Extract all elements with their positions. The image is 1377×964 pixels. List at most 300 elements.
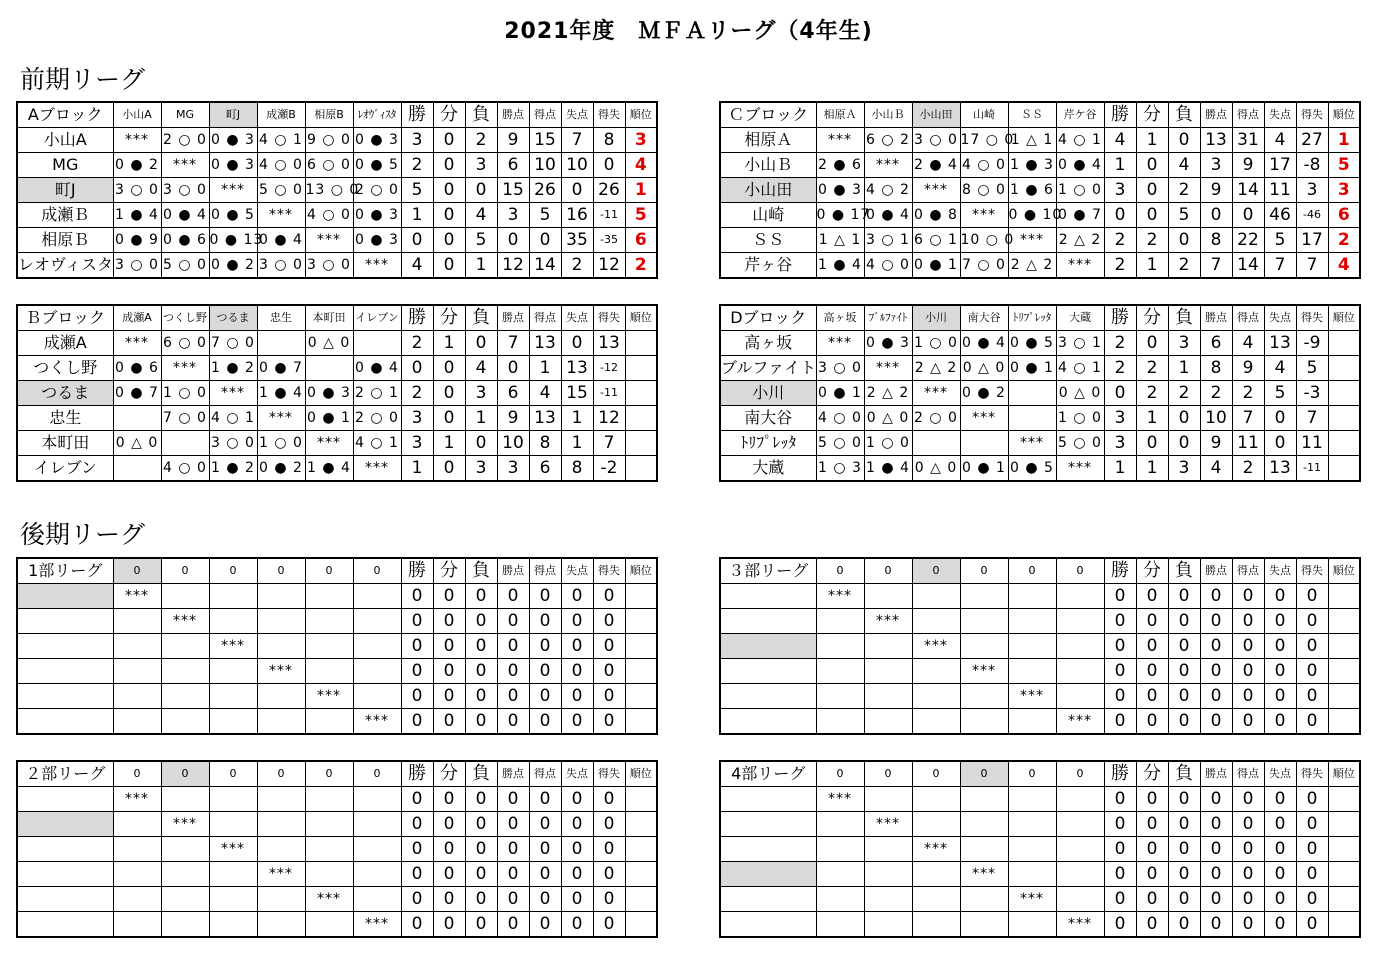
team-name: 本町田 <box>17 431 113 456</box>
stat-value: 1 <box>1136 406 1168 431</box>
stat-value: 35 <box>561 228 593 253</box>
stat-value: 0 <box>1104 887 1136 912</box>
match-result: *** <box>864 153 912 178</box>
opponent-header: 相原Ａ <box>816 102 864 128</box>
match-result: 4 ○ 0 <box>161 456 209 482</box>
match-result: 0 ● 3 <box>209 128 257 153</box>
stat-value: 1 <box>401 456 433 482</box>
stat-value: 0 <box>1200 634 1232 659</box>
stat-value: 2 <box>1232 456 1264 482</box>
match-result: 4 ○ 2 <box>864 178 912 203</box>
stat-value: 13 <box>561 356 593 381</box>
stat-value: 0 <box>1136 634 1168 659</box>
match-result <box>1008 634 1056 659</box>
match-result <box>816 684 864 709</box>
match-result: 3 ○ 0 <box>161 178 209 203</box>
stat-value: 0 <box>401 659 433 684</box>
stat-value: 14 <box>1232 253 1264 279</box>
stat-header: 勝 <box>1104 761 1136 787</box>
match-result: 0 ● 4 <box>353 356 401 381</box>
stat-value: 0 <box>1136 862 1168 887</box>
match-result: 0 ● 8 <box>912 203 960 228</box>
match-result <box>864 862 912 887</box>
stat-value: 0 <box>497 684 529 709</box>
opponent-header: 相原B <box>305 102 353 128</box>
table-row <box>17 381 657 406</box>
match-result <box>209 787 257 812</box>
match-result: 2 ● 4 <box>912 153 960 178</box>
match-result <box>1008 709 1056 735</box>
match-result: *** <box>305 431 353 456</box>
match-result: 0 △ 0 <box>960 356 1008 381</box>
team-name <box>17 634 113 659</box>
stat-header: 得失 <box>1296 558 1328 584</box>
stat-value: 0 <box>465 684 497 709</box>
stat-value: 0 <box>529 812 561 837</box>
match-result: 0 ● 1 <box>816 381 864 406</box>
stat-value: 0 <box>1104 862 1136 887</box>
stat-header: 順位 <box>1328 102 1360 128</box>
stat-value: 0 <box>1264 709 1296 735</box>
stat-value: 0 <box>1104 787 1136 812</box>
stat-value: 13 <box>529 331 561 356</box>
team-name: 芹ヶ谷 <box>720 253 816 279</box>
stat-value: 0 <box>1200 862 1232 887</box>
stat-value: 0 <box>465 709 497 735</box>
match-result <box>161 659 209 684</box>
stat-value: 1 <box>433 431 465 456</box>
match-result: 0 ● 2 <box>257 456 305 482</box>
stat-value: 0 <box>1264 584 1296 609</box>
match-result: 9 ○ 0 <box>305 128 353 153</box>
team-name: 忠生 <box>17 406 113 431</box>
team-name <box>720 837 816 862</box>
rank-value <box>1328 609 1360 634</box>
match-result <box>1056 887 1104 912</box>
stat-value: 0 <box>1136 331 1168 356</box>
stat-value: 17 <box>1296 228 1328 253</box>
stat-value: 0 <box>497 709 529 735</box>
table-row <box>17 787 657 812</box>
stat-header: 勝点 <box>497 305 529 331</box>
stat-value: 0 <box>1104 634 1136 659</box>
match-result: 0 ● 4 <box>960 331 1008 356</box>
rank-value <box>625 812 657 837</box>
stat-header: 得点 <box>529 305 561 331</box>
stat-value: 0 <box>1168 431 1200 456</box>
match-result: 0 ● 3 <box>353 203 401 228</box>
stat-value: 0 <box>1296 837 1328 862</box>
stat-header: 勝 <box>1104 558 1136 584</box>
match-result: 0 ● 1 <box>912 253 960 279</box>
stat-value: 0 <box>433 837 465 862</box>
opponent-header: 0 <box>257 558 305 584</box>
rank-value <box>625 456 657 482</box>
stat-header: 勝 <box>1104 102 1136 128</box>
stat-header: 分 <box>1136 761 1168 787</box>
stat-value: 0 <box>1104 659 1136 684</box>
match-result <box>1008 659 1056 684</box>
match-result <box>113 912 161 938</box>
stat-header: 分 <box>1136 102 1168 128</box>
stat-value: 0 <box>529 862 561 887</box>
page-title: 2021年度 ＭＦＡリーグ（4年生) <box>504 19 873 44</box>
match-result <box>1008 862 1056 887</box>
match-result <box>816 709 864 735</box>
stat-value: 0 <box>1200 887 1232 912</box>
stat-value: 0 <box>593 709 625 735</box>
rank-value <box>1328 381 1360 406</box>
match-result <box>1056 812 1104 837</box>
stat-value: 13 <box>1200 128 1232 153</box>
stat-header: 勝点 <box>497 558 529 584</box>
table-row <box>720 203 1360 228</box>
block-label: Dブロック <box>720 305 816 331</box>
stat-value: 0 <box>497 659 529 684</box>
stat-header: 失点 <box>561 305 593 331</box>
stat-value: 0 <box>1232 709 1264 735</box>
match-result: *** <box>209 381 257 406</box>
match-result <box>816 659 864 684</box>
match-result <box>960 812 1008 837</box>
match-result <box>305 659 353 684</box>
team-name: レオヴィスタ <box>17 253 113 279</box>
table-row <box>720 659 1360 684</box>
rank-value: 4 <box>625 153 657 178</box>
match-result: 17 ○ 0 <box>960 128 1008 153</box>
opponent-header: 0 <box>1056 558 1104 584</box>
match-result: 0 ● 4 <box>1056 153 1104 178</box>
match-result: *** <box>864 609 912 634</box>
match-result <box>912 912 960 938</box>
match-result: *** <box>912 634 960 659</box>
block-label: ３部リーグ <box>720 558 816 584</box>
stat-header: 順位 <box>625 761 657 787</box>
match-result: 7 ○ 0 <box>960 253 1008 279</box>
match-result <box>864 887 912 912</box>
match-result: 7 ○ 0 <box>209 331 257 356</box>
rank-value <box>1328 431 1360 456</box>
match-result <box>257 887 305 912</box>
table-row <box>720 837 1360 862</box>
team-name: 町J <box>17 178 113 203</box>
stat-header: 勝点 <box>1200 761 1232 787</box>
stat-value: 0 <box>529 584 561 609</box>
stat-header: 得失 <box>1296 761 1328 787</box>
division-2-table <box>16 760 658 938</box>
stat-value: 0 <box>465 178 497 203</box>
stat-header: 得点 <box>1232 558 1264 584</box>
stat-value: 31 <box>1232 128 1264 153</box>
stat-value: 0 <box>1104 203 1136 228</box>
match-result: 0 ● 2 <box>209 253 257 279</box>
stat-value: 0 <box>1136 837 1168 862</box>
match-result: *** <box>257 862 305 887</box>
stat-value: 1 <box>1136 253 1168 279</box>
match-result <box>960 431 1008 456</box>
stat-value: 11 <box>1296 431 1328 456</box>
stat-value: 7 <box>497 331 529 356</box>
stat-value: 0 <box>593 659 625 684</box>
match-result: *** <box>1008 431 1056 456</box>
match-result: 4 ○ 1 <box>257 128 305 153</box>
rank-value <box>625 634 657 659</box>
rank-value <box>1328 812 1360 837</box>
stat-value: 3 <box>465 456 497 482</box>
match-result <box>864 584 912 609</box>
stat-value: 0 <box>1264 634 1296 659</box>
table-row <box>720 812 1360 837</box>
team-name <box>720 887 816 912</box>
match-result: 0 △ 0 <box>864 406 912 431</box>
block-c-table <box>719 101 1361 279</box>
stat-value: 0 <box>1296 659 1328 684</box>
stat-value: 0 <box>1200 203 1232 228</box>
match-result: 7 ○ 0 <box>161 406 209 431</box>
match-result <box>353 634 401 659</box>
stat-value: 1 <box>1168 356 1200 381</box>
stat-header: 分 <box>433 102 465 128</box>
match-result: *** <box>1056 912 1104 938</box>
match-result: *** <box>113 584 161 609</box>
stat-value: 0 <box>593 153 625 178</box>
team-name: つくし野 <box>17 356 113 381</box>
stat-value: 0 <box>497 812 529 837</box>
match-result: *** <box>161 356 209 381</box>
stat-value: 0 <box>497 887 529 912</box>
match-result <box>209 659 257 684</box>
opponent-header: 成瀬B <box>257 102 305 128</box>
match-result <box>912 709 960 735</box>
table-row <box>720 684 1360 709</box>
stat-value: 0 <box>465 862 497 887</box>
match-result: *** <box>161 609 209 634</box>
stat-value: 8 <box>1200 228 1232 253</box>
match-result: 2 ● 6 <box>816 153 864 178</box>
match-result: 4 ○ 1 <box>353 431 401 456</box>
match-result <box>209 684 257 709</box>
stat-value: 0 <box>1200 709 1232 735</box>
stat-header: 得点 <box>529 761 561 787</box>
table-row <box>720 634 1360 659</box>
stat-value: 0 <box>465 634 497 659</box>
stat-header: 分 <box>1136 558 1168 584</box>
opponent-header: 芹ケ谷 <box>1056 102 1104 128</box>
team-name: MG <box>17 153 113 178</box>
match-result: 3 ○ 0 <box>257 253 305 279</box>
stat-value: 0 <box>529 609 561 634</box>
stat-value: -2 <box>593 456 625 482</box>
opponent-header: 小山Ｂ <box>864 102 912 128</box>
stat-value: 0 <box>561 634 593 659</box>
match-result <box>1008 837 1056 862</box>
match-result: *** <box>113 128 161 153</box>
opponent-header: 町J <box>209 102 257 128</box>
match-result: *** <box>209 178 257 203</box>
stat-value: 0 <box>497 912 529 938</box>
team-name: 成瀬A <box>17 331 113 356</box>
stat-value: 0 <box>1232 862 1264 887</box>
match-result <box>960 709 1008 735</box>
match-result: *** <box>912 381 960 406</box>
match-result: *** <box>816 787 864 812</box>
match-result <box>209 887 257 912</box>
stat-header: 勝点 <box>1200 305 1232 331</box>
match-result: 1 ● 6 <box>1008 178 1056 203</box>
stat-value: 0 <box>1232 609 1264 634</box>
opponent-header: MG <box>161 102 209 128</box>
stat-value: 46 <box>1264 203 1296 228</box>
stat-value: -35 <box>593 228 625 253</box>
team-name <box>17 684 113 709</box>
stat-value: 0 <box>529 787 561 812</box>
stat-value: 0 <box>1232 659 1264 684</box>
stat-value: 2 <box>1104 253 1136 279</box>
match-result <box>1056 609 1104 634</box>
match-result: 0 ● 6 <box>113 356 161 381</box>
stat-value: 3 <box>401 431 433 456</box>
stat-header: 勝 <box>401 558 433 584</box>
block-label: Ｂブロック <box>17 305 113 331</box>
table-row <box>720 381 1360 406</box>
opponent-header: 0 <box>257 761 305 787</box>
opponent-header: 0 <box>161 558 209 584</box>
stat-value: 0 <box>1232 684 1264 709</box>
match-result: 4 ○ 1 <box>1056 128 1104 153</box>
opponent-header: ＳＳ <box>1008 102 1056 128</box>
rank-value <box>625 887 657 912</box>
match-result: 6 ○ 1 <box>912 228 960 253</box>
table-row <box>17 709 657 735</box>
match-result <box>1056 634 1104 659</box>
stat-value: 0 <box>1296 887 1328 912</box>
stat-value: 0 <box>561 787 593 812</box>
stat-value: -9 <box>1296 331 1328 356</box>
stat-value: 1 <box>529 356 561 381</box>
match-result: 6 ○ 2 <box>864 128 912 153</box>
match-result: 0 △ 0 <box>1056 381 1104 406</box>
stat-header: 失点 <box>561 558 593 584</box>
match-result <box>161 431 209 456</box>
stat-header: 得点 <box>1232 102 1264 128</box>
match-result <box>816 887 864 912</box>
opponent-header: 本町田 <box>305 305 353 331</box>
stat-header: 失点 <box>561 102 593 128</box>
stat-value: 3 <box>1104 406 1136 431</box>
match-result <box>209 609 257 634</box>
match-result: 1 ○ 0 <box>257 431 305 456</box>
stat-value: 0 <box>1104 912 1136 938</box>
stat-value: 0 <box>465 787 497 812</box>
rank-value <box>1328 709 1360 735</box>
stat-value: 9 <box>1200 431 1232 456</box>
team-name: 大蔵 <box>720 456 816 482</box>
match-result <box>912 584 960 609</box>
match-result <box>1008 787 1056 812</box>
rank-value: 2 <box>625 253 657 279</box>
stat-header: 負 <box>1168 558 1200 584</box>
stat-value: 0 <box>1104 584 1136 609</box>
match-result: 1 ● 2 <box>209 456 257 482</box>
block-label: 1部リーグ <box>17 558 113 584</box>
stat-value: 0 <box>1200 584 1232 609</box>
stat-value: 10 <box>529 153 561 178</box>
stat-value: 0 <box>1200 812 1232 837</box>
opponent-header: 0 <box>209 558 257 584</box>
match-result <box>305 837 353 862</box>
stat-value: 0 <box>433 406 465 431</box>
stat-value: 0 <box>465 887 497 912</box>
stat-value: 0 <box>1104 381 1136 406</box>
stat-value: -8 <box>1296 153 1328 178</box>
stat-value: 0 <box>1136 584 1168 609</box>
stat-value: 0 <box>1296 634 1328 659</box>
team-name: ブルファイト <box>720 356 816 381</box>
match-result: *** <box>209 837 257 862</box>
stat-value: 4 <box>1104 128 1136 153</box>
block-b-table <box>16 304 658 482</box>
match-result: *** <box>1008 887 1056 912</box>
stat-header: 順位 <box>625 305 657 331</box>
team-name <box>17 912 113 938</box>
match-result: 2 ○ 0 <box>353 178 401 203</box>
stat-header: 順位 <box>1328 761 1360 787</box>
second-half-heading: 後期リーグ <box>20 520 146 549</box>
match-result: *** <box>353 456 401 482</box>
match-result <box>1008 406 1056 431</box>
stat-value: 0 <box>1168 912 1200 938</box>
match-result: 0 ● 3 <box>353 128 401 153</box>
match-result: 1 ● 2 <box>209 356 257 381</box>
stat-value: 12 <box>593 406 625 431</box>
stat-value: 9 <box>1200 178 1232 203</box>
stat-value: 0 <box>1136 178 1168 203</box>
match-result <box>353 862 401 887</box>
table-row <box>17 203 657 228</box>
opponent-header: ﾚｵｳﾞｨｽﾀ <box>353 102 401 128</box>
team-name: ＳＳ <box>720 228 816 253</box>
match-result <box>209 812 257 837</box>
match-result <box>257 787 305 812</box>
match-result: 4 ○ 0 <box>960 153 1008 178</box>
stat-header: 失点 <box>1264 558 1296 584</box>
table-row <box>720 887 1360 912</box>
match-result: 2 △ 2 <box>864 381 912 406</box>
block-d-table <box>719 304 1361 482</box>
stat-value: 1 <box>1136 456 1168 482</box>
table-row <box>17 128 657 153</box>
stat-value: 0 <box>401 787 433 812</box>
stat-value: 9 <box>497 406 529 431</box>
team-name: 相原Ａ <box>720 128 816 153</box>
team-name: ﾄﾘﾌﾟﾚｯﾀ <box>720 431 816 456</box>
table-row <box>720 431 1360 456</box>
opponent-header: 0 <box>960 558 1008 584</box>
opponent-header: 0 <box>912 558 960 584</box>
match-result <box>353 331 401 356</box>
match-result <box>209 912 257 938</box>
stat-value: 1 <box>401 203 433 228</box>
stat-value: 4 <box>529 381 561 406</box>
stat-value: 0 <box>465 431 497 456</box>
stat-value: 5 <box>1168 203 1200 228</box>
stat-value: 15 <box>497 178 529 203</box>
match-result <box>1008 609 1056 634</box>
team-name: イレブン <box>17 456 113 482</box>
table-row <box>17 659 657 684</box>
match-result <box>816 912 864 938</box>
table-row <box>720 253 1360 279</box>
